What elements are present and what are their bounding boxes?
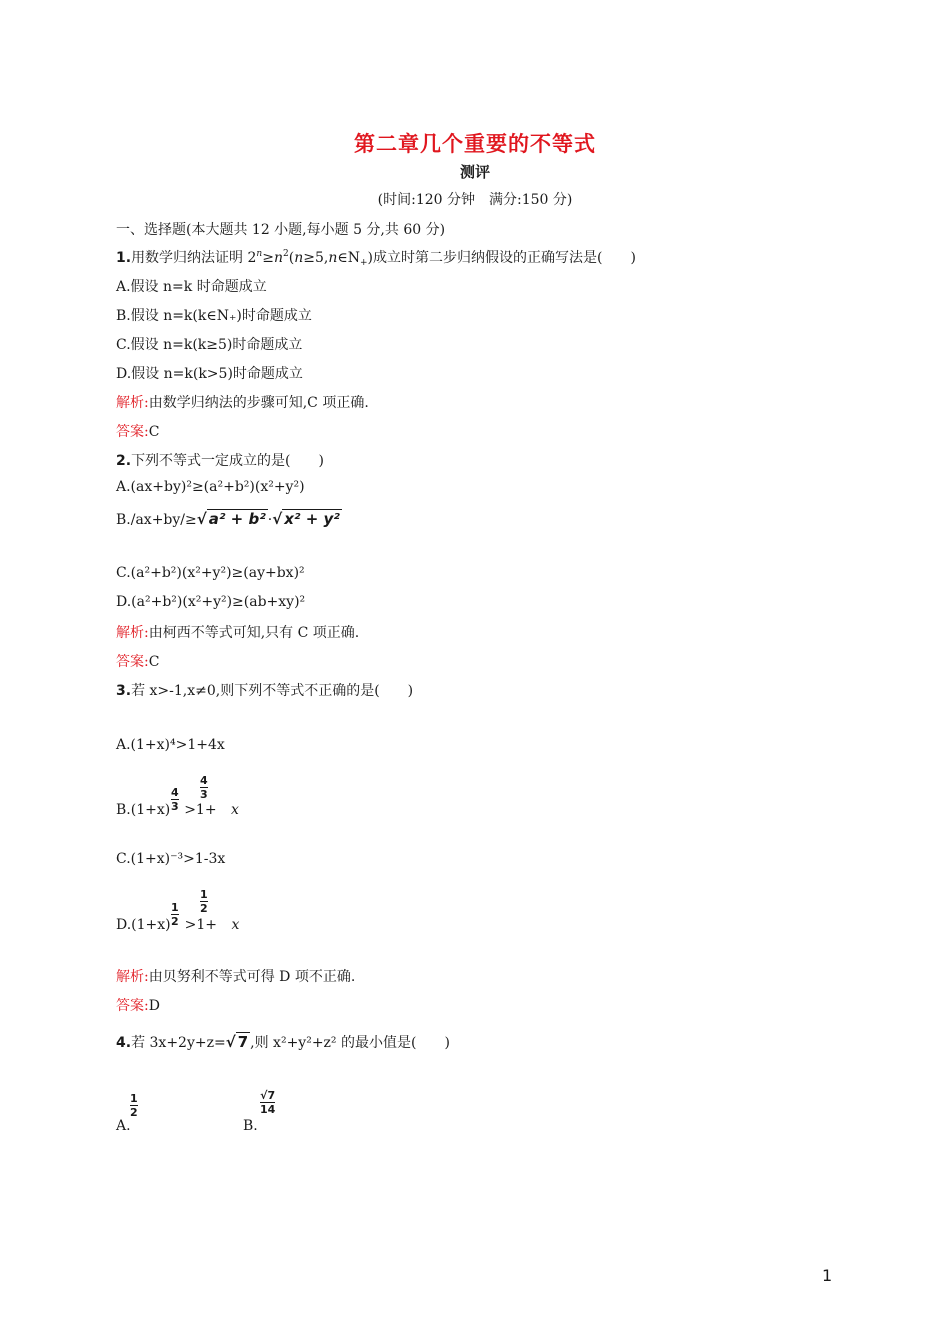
sqrt-expression-ab: √ a² + b² <box>196 510 266 528</box>
analysis-label: 解析: <box>116 969 149 985</box>
question-2-option-c: C.(a²+b²)(x²+y²)≥(ay+bx)² <box>116 565 305 581</box>
sqrt-expression-xy: √ x² + y² <box>272 510 340 528</box>
question-2-stem: 2.下列不等式一定成立的是( ) <box>116 453 324 469</box>
question-1-option-c: C.假设 n=k(k≥5)时命题成立 <box>116 337 303 353</box>
question-2-option-d: D.(a²+b²)(x²+y²)≥(ab+xy)² <box>116 594 306 610</box>
question-number: 2. <box>116 453 132 469</box>
question-2-answer: 答案:C <box>116 654 160 670</box>
sqrt-seven: √ 7 <box>225 1033 249 1051</box>
question-number: 4. <box>116 1035 132 1051</box>
section-heading: 一、选择题(本大题共 12 小题,每小题 5 分,共 60 分) <box>116 222 446 238</box>
question-2-option-b: B./ax+by/≥√ a² + b² ·√ x² + y² <box>116 510 340 528</box>
answer-label: 答案: <box>116 654 149 670</box>
question-1-option-b: B.假设 n=k(k∈N₊)时命题成立 <box>116 308 312 324</box>
analysis-label: 解析: <box>116 625 149 641</box>
page-number: 1 <box>822 1266 833 1285</box>
question-1-option-a: A.假设 n=k 时命题成立 <box>116 279 267 295</box>
answer-label: 答案: <box>116 998 149 1014</box>
question-2-option-a: A.(ax+by)²≥(a²+b²)(x²+y²) <box>116 479 305 495</box>
question-3-option-a: A.(1+x)⁴>1+4x <box>116 737 225 753</box>
exam-meta: (时间:120 分钟 满分:150 分) <box>377 192 573 208</box>
analysis-label: 解析: <box>116 395 149 411</box>
question-4-option-a: A. <box>116 1118 131 1134</box>
question-3-option-b: B.(1+x) >1+ x <box>116 802 239 818</box>
question-4-stem: 4.若 3x+2y+z=√ 7 ,则 x²+y²+z² 的最小值是( ) <box>116 1033 450 1051</box>
question-1-option-d: D.假设 n=k(k>5)时命题成立 <box>116 366 303 382</box>
question-3-option-d: D.(1+x) >1+ x <box>116 917 240 933</box>
page-subtitle: 测评 <box>459 163 490 181</box>
question-number: 3. <box>116 683 132 699</box>
fraction-one-half-option-a: 1 2 <box>130 1092 138 1119</box>
page-title: 第二章几个重要的不等式 <box>354 132 596 156</box>
answer-label: 答案: <box>116 424 149 440</box>
question-2-analysis: 解析:由柯西不等式可知,只有 C 项正确. <box>116 625 360 641</box>
question-3-answer: 答案:D <box>116 998 160 1014</box>
question-3-option-c: C.(1+x)⁻³>1-3x <box>116 851 226 867</box>
question-1-analysis: 解析:由数学归纳法的步骤可知,C 项正确. <box>116 395 369 411</box>
question-4-option-b: B. <box>243 1118 258 1134</box>
fraction-one-half-coefficient: 1 2 <box>200 888 208 915</box>
fraction-four-thirds-exponent: 4 3 <box>171 786 179 813</box>
fraction-one-half-exponent: 1 2 <box>171 901 179 928</box>
question-1-answer: 答案:C <box>116 424 160 440</box>
question-number: 1. <box>116 250 132 266</box>
question-1-stem: 1.用数学归纳法证明 $2^n\ge n^2(n\ge 5,n\in N_+)$成立时第二步归纳假设的正确写法是( ) <box>116 249 636 268</box>
fraction-sqrt7-over-14: √7 14 <box>260 1089 276 1116</box>
fraction-four-thirds-coefficient: 4 3 <box>200 774 208 801</box>
question-3-analysis: 解析:由贝努利不等式可得 D 项不正确. <box>116 969 356 985</box>
question-3-stem: 3.若 x>-1,x≠0,则下列不等式不正确的是( ) <box>116 683 414 699</box>
